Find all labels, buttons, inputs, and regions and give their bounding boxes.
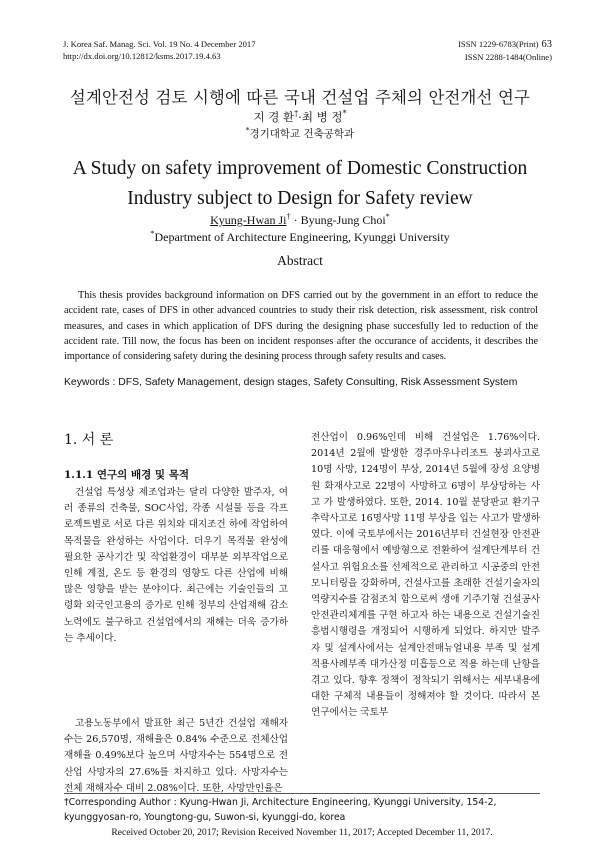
abstract-heading: Abstract xyxy=(277,253,323,268)
english-author-2-mark: * xyxy=(385,212,390,221)
author-separator: · xyxy=(298,110,302,124)
footnote-divider xyxy=(64,793,540,794)
author-separator: · xyxy=(290,213,301,227)
english-title-line-1: A Study on safety improvement of Domestic Construction xyxy=(72,158,528,179)
korean-author-1: 지 경 환 xyxy=(253,110,295,124)
doi-link[interactable]: http://dx.doi.org/10.12812/ksms.2017.19.4.63 xyxy=(63,51,221,61)
korean-author-1-mark: † xyxy=(294,109,299,119)
keywords-line xyxy=(64,377,544,388)
english-authors xyxy=(0,213,600,228)
page-number: 63 xyxy=(541,39,552,50)
abstract-body: This thesis provides background information on DFS carried out by the government in an effort to reduce the accident rate, cases of DFS in other advanced countries to study their risk detection, risk assessment, risk control measures, and cases in which application of DFS during the designing phase succesfully led to reduction of the accident rate. Till now, the focus has been on incident responses after the occurance of accidents, it describes the importance of considering safety during the desining process through safety results and cases. xyxy=(64,290,538,363)
english-title xyxy=(0,154,600,214)
english-affil-mark: * xyxy=(150,229,155,238)
journal-header-left xyxy=(63,38,256,62)
body-paragraph: 고용노동부에서 발표한 최근 5년간 건설업 재해자수는 26,570명, 재해율은 0.84% 수준으로 전체산업 재해율 0.49%보다 높으며 사망자수는 554명으로 전산업 사망자의 27.6%를 차지하고 있다. 사망자수는 전체 재해자수 대비 2.08%이다. 또한, 사망만인율은 xyxy=(64,718,288,794)
korean-affiliation xyxy=(0,126,600,141)
keywords-label: Keywords : xyxy=(64,377,116,388)
left-column-paragraph-2 xyxy=(64,716,288,797)
subsection-heading: 1.1.1 연구의 배경 및 목적 xyxy=(64,469,189,481)
right-column xyxy=(311,430,540,722)
section-heading-introduction: 1. 서 론 xyxy=(64,432,114,448)
issn-online: ISSN 2288-1484(Online) xyxy=(464,52,552,62)
english-title-line-2: Industry subject to Design for Safety review xyxy=(127,188,473,209)
body-paragraph: 건설업 특성상 제조업과는 달리 다양한 발주자, 여러 종류의 건축물, SOC사업, 각종 시설물 등을 각프로젝트별로 서로 다른 위치와 대지조건 하에 작업하여 목적물을 완성하는 사업이다. 더우기 목적물 완성에 필요한 공사기간 및 작업환경이 대부분 외부작업으로 인해 계절, 온도 등 환경의 영향도 다른 산업에 비해 많은 영향을 받는 분야이다. 최근에는 기술인들의 고령화 외국인고용의 증가로 인해 정부의 산업재해 감소 노력에도 불구하고 건설업에서의 재해는 더욱 증가하는 추세이다. xyxy=(64,487,288,644)
journal-header-right xyxy=(458,38,552,63)
english-affil-text: Department of Architecture Engineering, Kyunggi University xyxy=(154,230,450,244)
left-column-paragraph-1 xyxy=(64,485,288,647)
body-paragraph: 전산업이 0.96%인데 비해 건설업은 1.76%이다. 2014년 2월에 발생한 경주마우나리조트 붕괴사고로 10명 사망, 124명이 부상, 2014년 5월에 장성 요양병원 화재사고로 22명이 사망하고 6명이 부상당하는 사고 가 발생하였다. 또한, 2014. 10월 분당판교 환기구 추락사고로 16명사망 11명 부상을 입는 사고가 발생하였다. 이에 국토부에서는 2016년부터 건설현장 안전관리를 대응형에서 예방형으로 전환하여 설계단계부터 건설사고 위험요소를 선제적으로 관리하고 시공중의 안전 모니터링을 강화하며, 건설사고를 초래한 건설기술자의 역량지수를 감점조치 함으로써 생애 기주기형 건설공사 안전관리체계를 구현 하고자 하는 내용으로 건설기술진흥법시행령을 개정되어 시행하게 되었다. 하지만 발주자 및 설계사에서는 설계안전매뉴얼내용 부족 및 설계적용사례부족 대가산정 미흡등으로 적용 하는데 난항을 겪고 있다. 향후 정책이 정착되기 위해서는 세부내용에 대한 구체적 내용들이 정해져야 할 것이다. 따라서 본 연구에서는 국토부 xyxy=(311,432,540,719)
issn-print: ISSN 1229-6783(Print) xyxy=(458,39,539,49)
corresponding-author-footnote: †Corresponding Author : Kyung-Hwan Ji, Architecture Engineering, Kyunggi University, 154-2, kyunggyosan-ro, Youngtong-gu, Suwon-si, kyunggi-do, korea xyxy=(64,797,497,823)
korean-affil-text: 경기대학교 건축공학과 xyxy=(249,128,355,140)
korean-authors xyxy=(0,109,600,125)
journal-citation: J. Korea Saf. Manag. Sci. Vol. 19 No. 4 December 2017 xyxy=(63,39,256,49)
korean-affil-mark: * xyxy=(245,125,250,135)
keywords-list: DFS, Safety Management, design stages, Safety Consulting, Risk Assessment System xyxy=(118,377,518,388)
korean-author-2: 최 병 정 xyxy=(301,110,343,124)
english-author-2: Byung-Jung Choi xyxy=(300,213,386,227)
english-affiliation xyxy=(0,230,600,245)
english-author-1-mark: † xyxy=(286,212,291,221)
korean-author-2-mark: * xyxy=(342,109,347,119)
english-author-1: Kyung-Hwan Ji xyxy=(210,213,287,227)
korean-title: 설계안전성 검토 시행에 따른 국내 건설업 주체의 안전개선 연구 xyxy=(69,88,531,107)
received-dates: Received October 20, 2017; Revision Received November 11, 2017; Accepted December 11, 2017. xyxy=(111,827,493,838)
